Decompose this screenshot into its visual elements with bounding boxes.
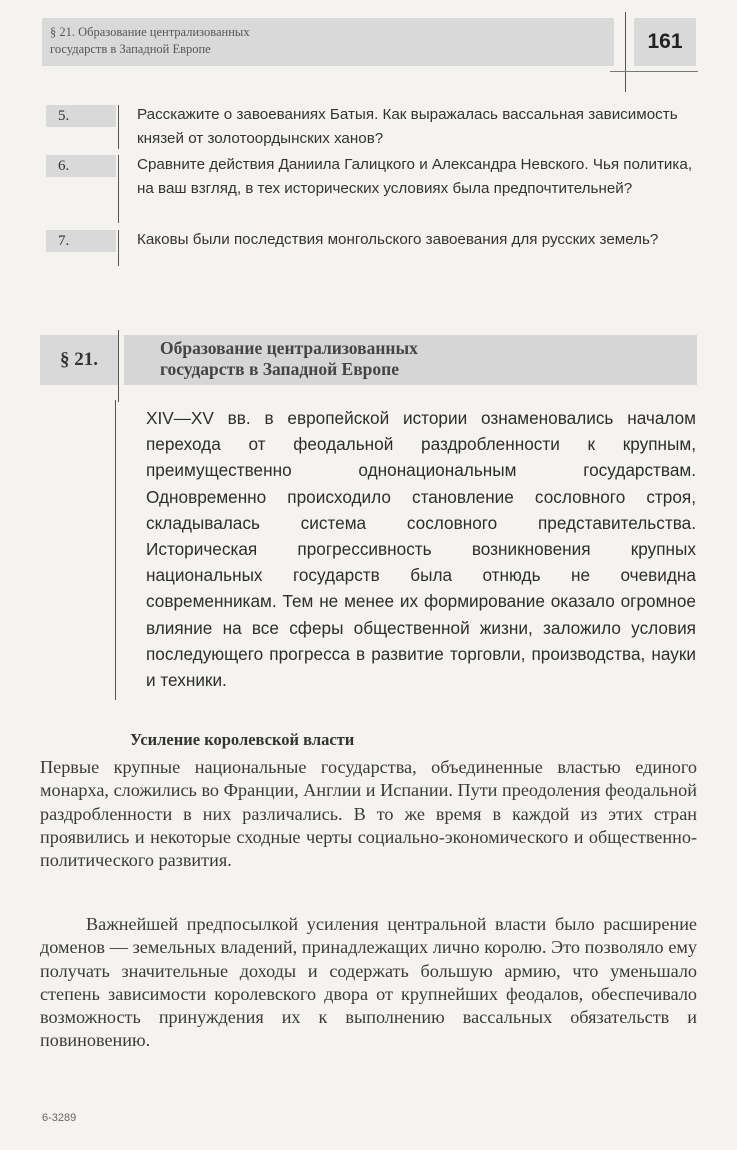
question-item (40, 103, 700, 151)
question-item (40, 153, 700, 225)
intro-divider (115, 400, 116, 700)
section-title (160, 338, 418, 380)
question-text: Сравните действия Даниила Галицкого и Александра Невского. Чья политика, на ваш взгляд, в тех исторических условиях была предпочтительней? (137, 156, 693, 197)
section-title-line1: Образование централизованных (160, 338, 418, 358)
question-number: 7. (46, 230, 116, 252)
section-number: § 21. (40, 335, 118, 385)
section-intro: XIV—XV вв. в европейской истории ознаменовались началом перехода от феодальной раздробленности к крупным, преимущественно однонациональным государствам. Одновременно происходило становление сословного строя, складывалась система сословного представительства. Историческая прогрессивность возникновения крупных национальных государств была отнюдь не очевидна современникам. Тем не менее их формирование оказало огромное влияние на все сферы общественной жизни, заложило условия последующего прогресса в развитие торговли, производства, науки и техники. (146, 408, 696, 691)
running-head (42, 18, 614, 66)
subheading: Усиление королевской власти (130, 730, 355, 749)
print-code: 6-3289 (42, 1112, 77, 1124)
paragraph: Важнейшей предпосылкой усиления центральной власти было расширение доменов — земельных владений, принадлежащих лично королю. Это позволяло ему получать значительные доходы и содержать большую армию, что уменьшало степень зависимости королевского двора от крупнейших феодалов, обеспечивало возможность принуждения их к выполнению вассальных обязательств и повиновению. (40, 914, 697, 1051)
section-heading (124, 335, 697, 385)
question-divider (118, 230, 119, 266)
question-divider (118, 155, 119, 223)
question-item (40, 228, 700, 276)
paragraph: Первые крупные национальные государства, объединенные властью единого монарха, сложились во Франции, Англии и Испании. Пути преодоления феодальной раздробленности в них различались. В то же время в каждой из этих стран проявились и некоторые сходные черты социально-экономического и общественно-политического развития. (40, 757, 697, 871)
section-title-line2: государств в Западной Европе (160, 359, 399, 379)
question-text: Каковы были последствия монгольского завоевания для русских земель? (137, 231, 659, 248)
running-head-line1: § 21. Образование централизованных (50, 25, 250, 39)
question-number: 5. (46, 105, 116, 127)
running-head-line2: государств в Западной Европе (50, 42, 211, 56)
section-divider (118, 330, 119, 402)
running-head-title (50, 24, 250, 58)
header-divider (625, 12, 626, 92)
page-number: 161 (634, 18, 696, 66)
question-divider (118, 105, 119, 149)
header-underline (610, 71, 698, 72)
question-number: 6. (46, 155, 116, 177)
question-text: Расскажите о завоеваниях Батыя. Как выражалась вассальная зависимость князей от золотоордынских ханов? (137, 106, 678, 147)
